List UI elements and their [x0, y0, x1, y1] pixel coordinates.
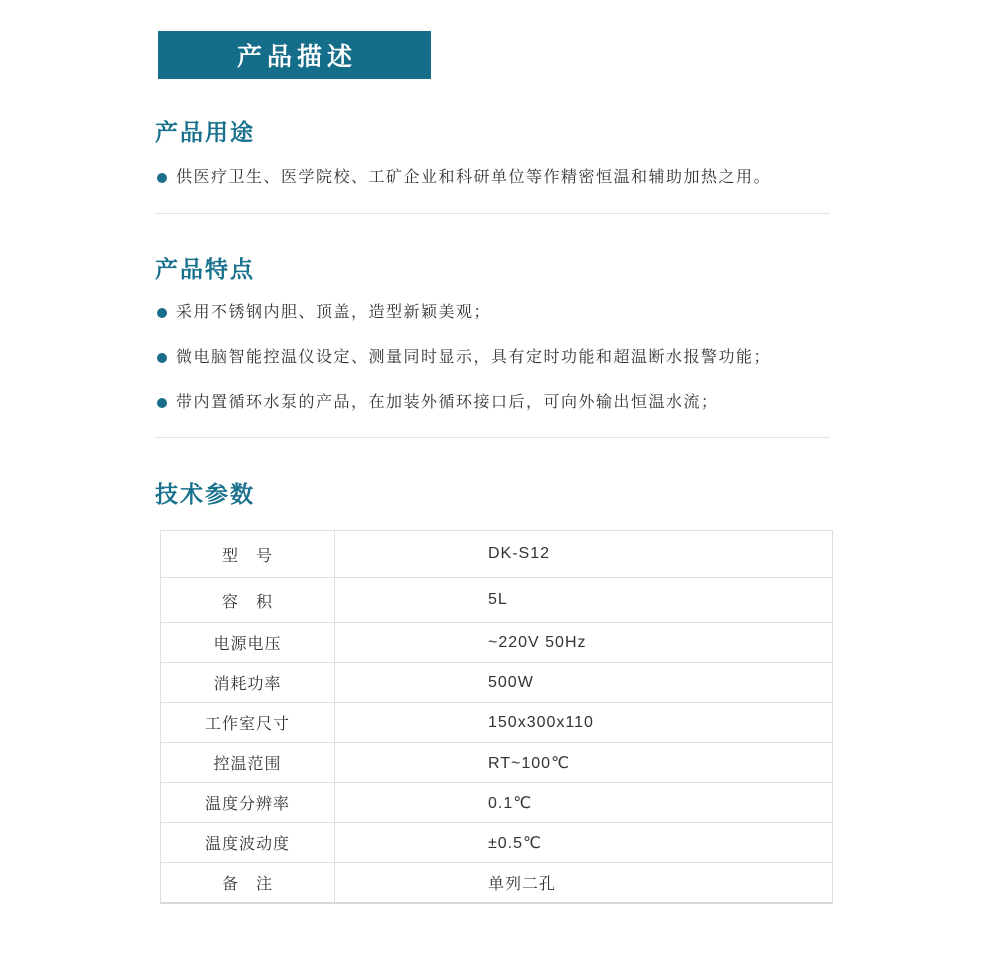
table-row — [161, 578, 833, 623]
feature-bullet-text: 带内置循环水泵的产品，在加装外循环接口后，可向外输出恒温水流； — [176, 394, 719, 411]
param-value: 0.1℃ — [335, 783, 833, 823]
feature-bullet-text: 微电脑智能控温仪设定、测量同时显示，具有定时功能和超温断水报警功能； — [176, 349, 772, 366]
param-label: 容 积 — [161, 578, 335, 623]
param-label: 型 号 — [161, 531, 335, 578]
page-title: 产品描述 — [236, 43, 357, 71]
page-title-banner — [158, 31, 431, 79]
bullet-dot-icon — [157, 308, 167, 318]
feature-bullet-item — [157, 348, 837, 368]
table-row — [161, 623, 833, 663]
param-label: 电源电压 — [161, 623, 335, 663]
param-value: ~220V 50Hz — [335, 623, 833, 663]
table-row — [161, 531, 833, 578]
param-value: ±0.5℃ — [335, 823, 833, 863]
section-divider — [155, 437, 830, 438]
param-value: 500W — [335, 663, 833, 703]
bullet-dot-icon — [157, 353, 167, 363]
table-row — [161, 783, 833, 823]
param-label: 备 注 — [161, 863, 335, 903]
usage-bullet-text: 供医疗卫生、医学院校、工矿企业和科研单位等作精密恒温和辅助加热之用。 — [176, 169, 772, 186]
section-title-params: 技术参数 — [155, 481, 255, 507]
table-row — [161, 823, 833, 863]
table-row — [161, 863, 833, 903]
bullet-dot-icon — [157, 173, 167, 183]
table-row — [161, 663, 833, 703]
param-value: 150x300x110 — [335, 703, 833, 743]
param-value: RT~100℃ — [335, 743, 833, 783]
technical-parameters-table — [160, 530, 833, 904]
param-label: 温度分辨率 — [161, 783, 335, 823]
section-title-features: 产品特点 — [155, 256, 255, 282]
param-label: 工作室尺寸 — [161, 703, 335, 743]
feature-bullet-text: 采用不锈钢内胆、顶盖，造型新颖美观； — [176, 304, 492, 321]
param-label: 消耗功率 — [161, 663, 335, 703]
param-label: 温度波动度 — [161, 823, 335, 863]
usage-bullet-item — [157, 168, 837, 188]
feature-bullet-item — [157, 303, 837, 323]
param-label: 控温范围 — [161, 743, 335, 783]
feature-bullet-item — [157, 393, 837, 413]
table-row — [161, 743, 833, 783]
bullet-dot-icon — [157, 398, 167, 408]
table-row — [161, 703, 833, 743]
section-title-usage: 产品用途 — [155, 119, 255, 145]
section-divider — [155, 213, 830, 214]
param-value: 5L — [335, 578, 833, 623]
param-value: 单列二孔 — [335, 863, 833, 903]
param-value: DK-S12 — [335, 531, 833, 578]
